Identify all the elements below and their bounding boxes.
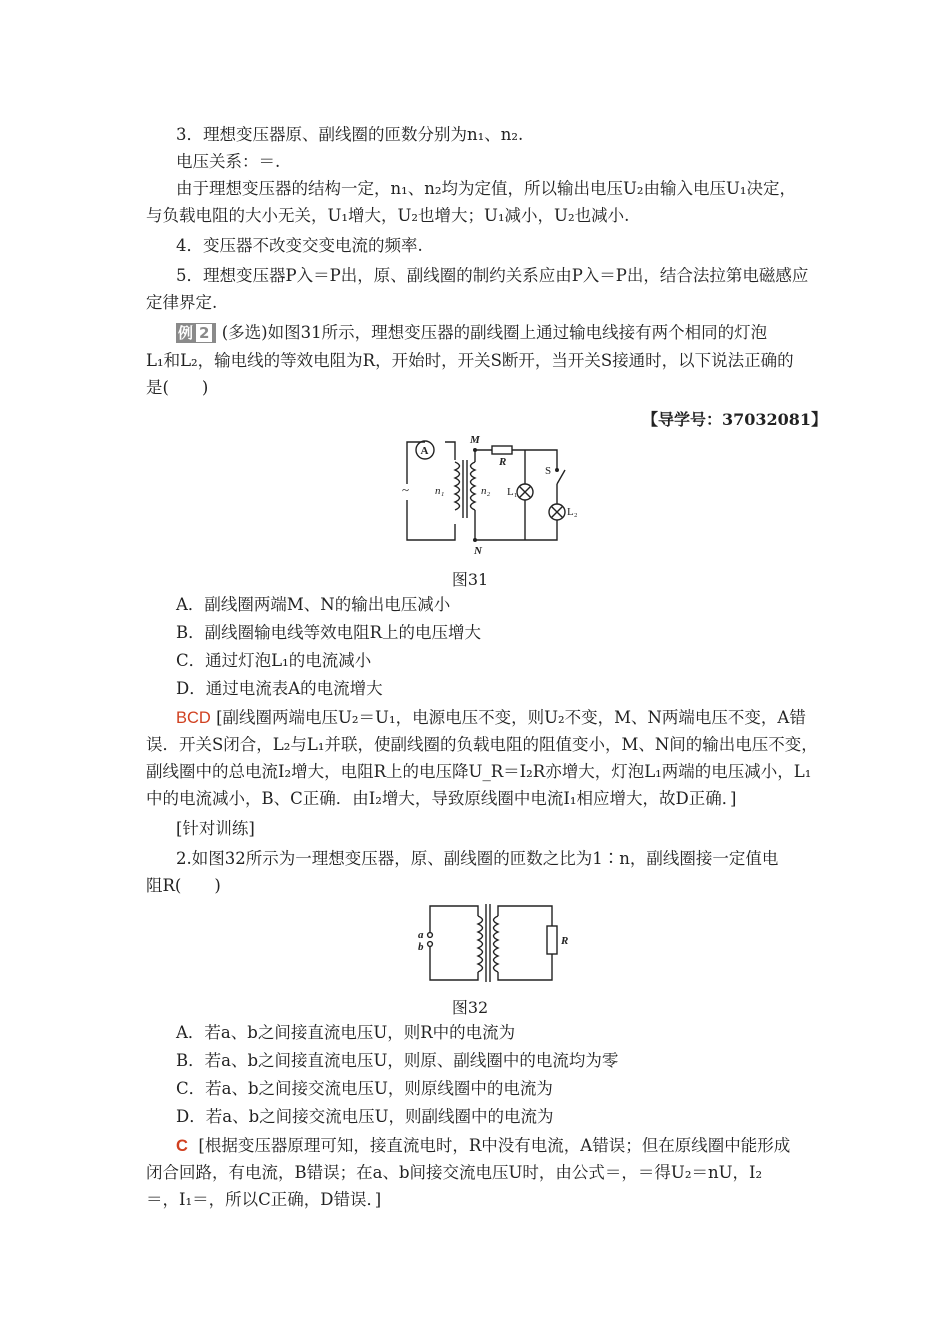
training-heading: [针对训练] — [176, 819, 255, 838]
example-explanation-text-1: [副线圈两端电压U₂＝U₁，电源电压不变，则U₂不变，M、N两端电压不变，A错 — [216, 708, 806, 727]
training-option-d: D．若a、b之间接交流电压U，则副线圈中的电流为 — [176, 1107, 554, 1126]
fig31-n1-label: n₁ — [435, 485, 445, 497]
text-line-5: 4．变压器不改变交变电流的频率. — [176, 236, 423, 255]
example-option-a: A．副线圈两端M、N的输出电压减小 — [176, 595, 451, 614]
training-explanation-text-1: [根据变压器原理可知，接直流电时，R中没有电流，A错误；但在原线圈中能形成 — [198, 1136, 791, 1155]
example-option-c: C．通过灯泡L₁的电流减小 — [176, 651, 372, 670]
text-line-2: 电压关系：＝. — [176, 152, 281, 171]
example-explanation-line-2: 误．开关S闭合，L₂与L₁并联，使副线圈的负载电阻的阻值变小，M、N间的输出电压不变， — [146, 735, 818, 754]
figure-32-transformer — [410, 900, 570, 986]
fig31-ammeter-label: A — [420, 445, 429, 457]
example-tag — [176, 323, 216, 343]
fig32-a-label: a — [418, 929, 424, 941]
example-question-line-1 — [176, 322, 767, 344]
training-explanation-line-1 — [176, 1135, 790, 1157]
text-line-6: 5．理想变压器P入＝P出，原、副线圈的制约关系应由P入＝P出，结合法拉第电磁感应 — [176, 266, 809, 285]
fig31-R-label: R — [499, 456, 507, 468]
guide-number: 【导学号：37032081】 — [642, 410, 828, 429]
fig32-R-label: R — [561, 935, 569, 947]
training-answer: C — [176, 1137, 188, 1155]
training-option-a: A．若a、b之间接直流电压U，则R中的电流为 — [176, 1023, 516, 1042]
figure-32-caption: 图32 — [451, 998, 489, 1017]
example-option-d: D．通过电流表A的电流增大 — [176, 679, 383, 698]
example-tag-label: 例 — [178, 324, 194, 342]
training-question-line-2: 阻R( ) — [146, 876, 221, 895]
fig31-source-symbol: ~ — [402, 482, 410, 497]
text-line-7: 定律界定. — [146, 293, 218, 312]
training-option-c: C．若a、b之间接交流电压U，则原线圈中的电流为 — [176, 1079, 553, 1098]
training-explanation-line-2: 闭合回路，有电流，B错误；在a、b间接交流电压U时，由公式＝，＝得U₂＝nU，I₂ — [146, 1163, 763, 1182]
training-explanation-line-3: ＝，I₁＝，所以C正确，D错误．] — [146, 1190, 382, 1209]
fig31-S-label: S — [545, 465, 552, 477]
fig31-L1-label: L₁ — [507, 486, 518, 498]
figure-31-caption: 图31 — [451, 570, 489, 589]
example-question-text-1: (多选)如图31所示，理想变压器的副线圈上通过输电线接有两个相同的灯泡 — [221, 323, 768, 342]
fig31-L2-label: L₂ — [567, 506, 578, 518]
example-option-b: B．副线圈输电线等效电阻R上的电压增大 — [176, 623, 482, 642]
example-explanation-line-1 — [176, 707, 806, 729]
example-answer: BCD — [176, 709, 211, 727]
example-explanation-line-3: 副线圈中的总电流I₂增大，电阻R上的电压降U_R＝I₂R亦增大，灯泡L₁两端的电压减小，L₁ — [146, 762, 812, 781]
fig31-n2-label: n₂ — [481, 485, 491, 497]
text-line-1: 3．理想变压器原、副线圈的匝数分别为n₁、n₂. — [176, 125, 524, 144]
example-question-line-2: L₁和L₂，输电线的等效电阻为R，开始时，开关S断开，当开关S接通时，以下说法正确的 — [146, 351, 794, 370]
example-explanation-line-4: 中的电流减小，B、C正确．由I₂增大，导致原线圈中电流I₁相应增大，故D正确．] — [146, 789, 737, 808]
training-question-line-1: 2.如图32所示为一理想变压器，原、副线圈的匝数之比为1∶n，副线圈接一定值电 — [176, 849, 779, 868]
fig31-M-label: M — [470, 434, 480, 446]
text-line-4: 与负载电阻的大小无关，U₁增大，U₂也增大；U₁减小，U₂也减小. — [146, 206, 630, 225]
fig31-N-label: N — [474, 545, 482, 557]
figure-31-circuit — [395, 432, 595, 562]
example-question-line-3: 是( ) — [146, 378, 209, 397]
text-line-3: 由于理想变压器的结构一定，n₁、n₂均为定值，所以输出电压U₂由输入电压U₁决定， — [176, 179, 797, 198]
fig32-b-label: b — [418, 941, 424, 953]
example-tag-number: 2 — [196, 324, 212, 342]
training-option-b: B．若a、b之间接直流电压U，则原、副线圈中的电流均为零 — [176, 1051, 619, 1070]
